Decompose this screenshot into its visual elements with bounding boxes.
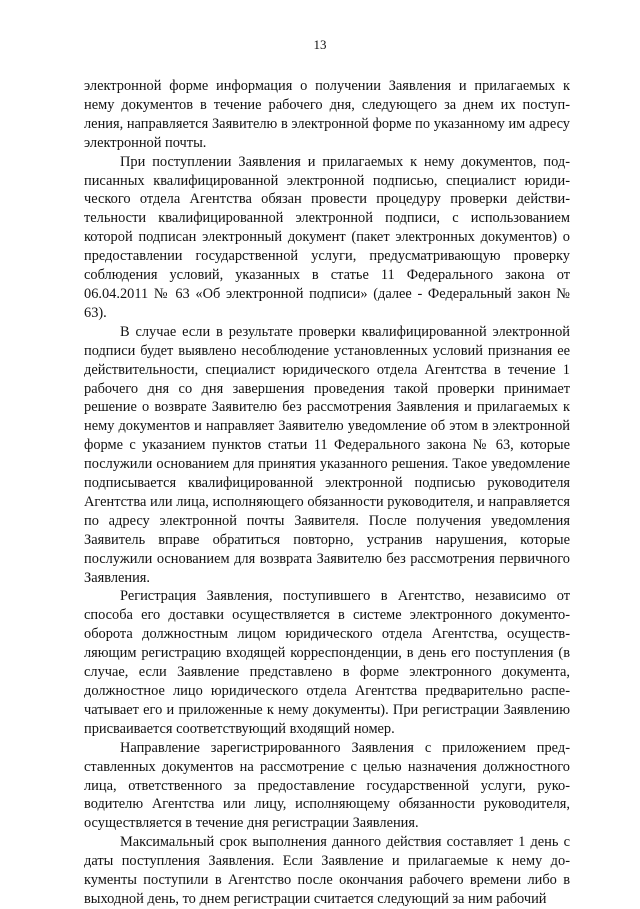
page-number: 13: [313, 37, 327, 52]
paragraph-4: Регистрация Заявления, поступившего в Агентство, независимо от способа его доставки осуществляется в системе электронного документооборота должностным лицом юридического отдела Агентства, осуществляющим регистрацию входящей корреспонденции, в день его поступления (в случае, если Заявление представлено в форме электронного документа, должностное лицо юридического отдела Агентства предварительно распечатывает его и приложенные к нему документы). При регистрации Заявлению присваивается соответствующий входящий номер.: [84, 588, 570, 737]
paragraph-5: Направление зарегистрированного Заявления с приложением представленных документов на рассмотрение с целью назначения должностного лица, ответственного за предоставление государственной услуги, руководителю Агентства или лицу, исполняющему обязанности руководителя, осуществляется в течение дня регистрации Заявления.: [84, 739, 570, 832]
paragraph-2: При поступлении Заявления и прилагаемых к нему документов, подписанных квалифицированной электронной подписью, специалист юридического отдела Агентства обязан провести процедуру проверки действительности квалифицированной электронной подписи, с использованием которой подписан электронный документ (пакет электронных документов) о предоставлении государственной услуги, предусматривающую проверку соблюдения условий, указанных в статье 11 Федерального закона от 06.04.2011 № 63 «Об электронной подписи» (далее - Федеральный закон № 63).: [84, 153, 570, 321]
paragraph-1: электронной форме информация о получении Заявления и прилагаемых к нему документов в течение рабочего дня, следующего за днем их поступления, направляется Заявителю в электронной форме по указанному им адресу электронной почты.: [84, 78, 570, 151]
paragraph-6: Максимальный срок выполнения данного действия составляет 1 день с даты поступления Заявления. Если Заявление и прилагаемые к нему документы поступили в Агентство после окончания рабочего времени либо в выходной день, то днем регистрации считается следующий за ним рабочий: [84, 834, 570, 907]
paragraph-3: В случае если в результате проверки квалифицированной электронной подписи будет выявлено несоблюдение установленных условий признания ее действительности, специалист юридического отдела Агентства в течение 1 рабочего дня со дня завершения проведения такой проверки принимает решение о возврате Заявителю без рассмотрения Заявления и прилагаемых к нему документов и направляет Заявителю уведомление об этом в электронной форме с указанием пунктов статьи 11 Федерального закона № 63, которые послужили основанием для принятия указанного решения. Такое уведомление подписывается квалифицированной электронной подписью руководителя Агентства или лица, исполняющего обязанности руководителя, и направляется по адресу электронной почты Заявителя. После получения уведомления Заявитель вправе обратиться повторно, устранив нарушения, которые послужили основанием для возврата Заявителю без рассмотрения первичного Заявления.: [84, 323, 570, 586]
document-body: [84, 77, 570, 909]
